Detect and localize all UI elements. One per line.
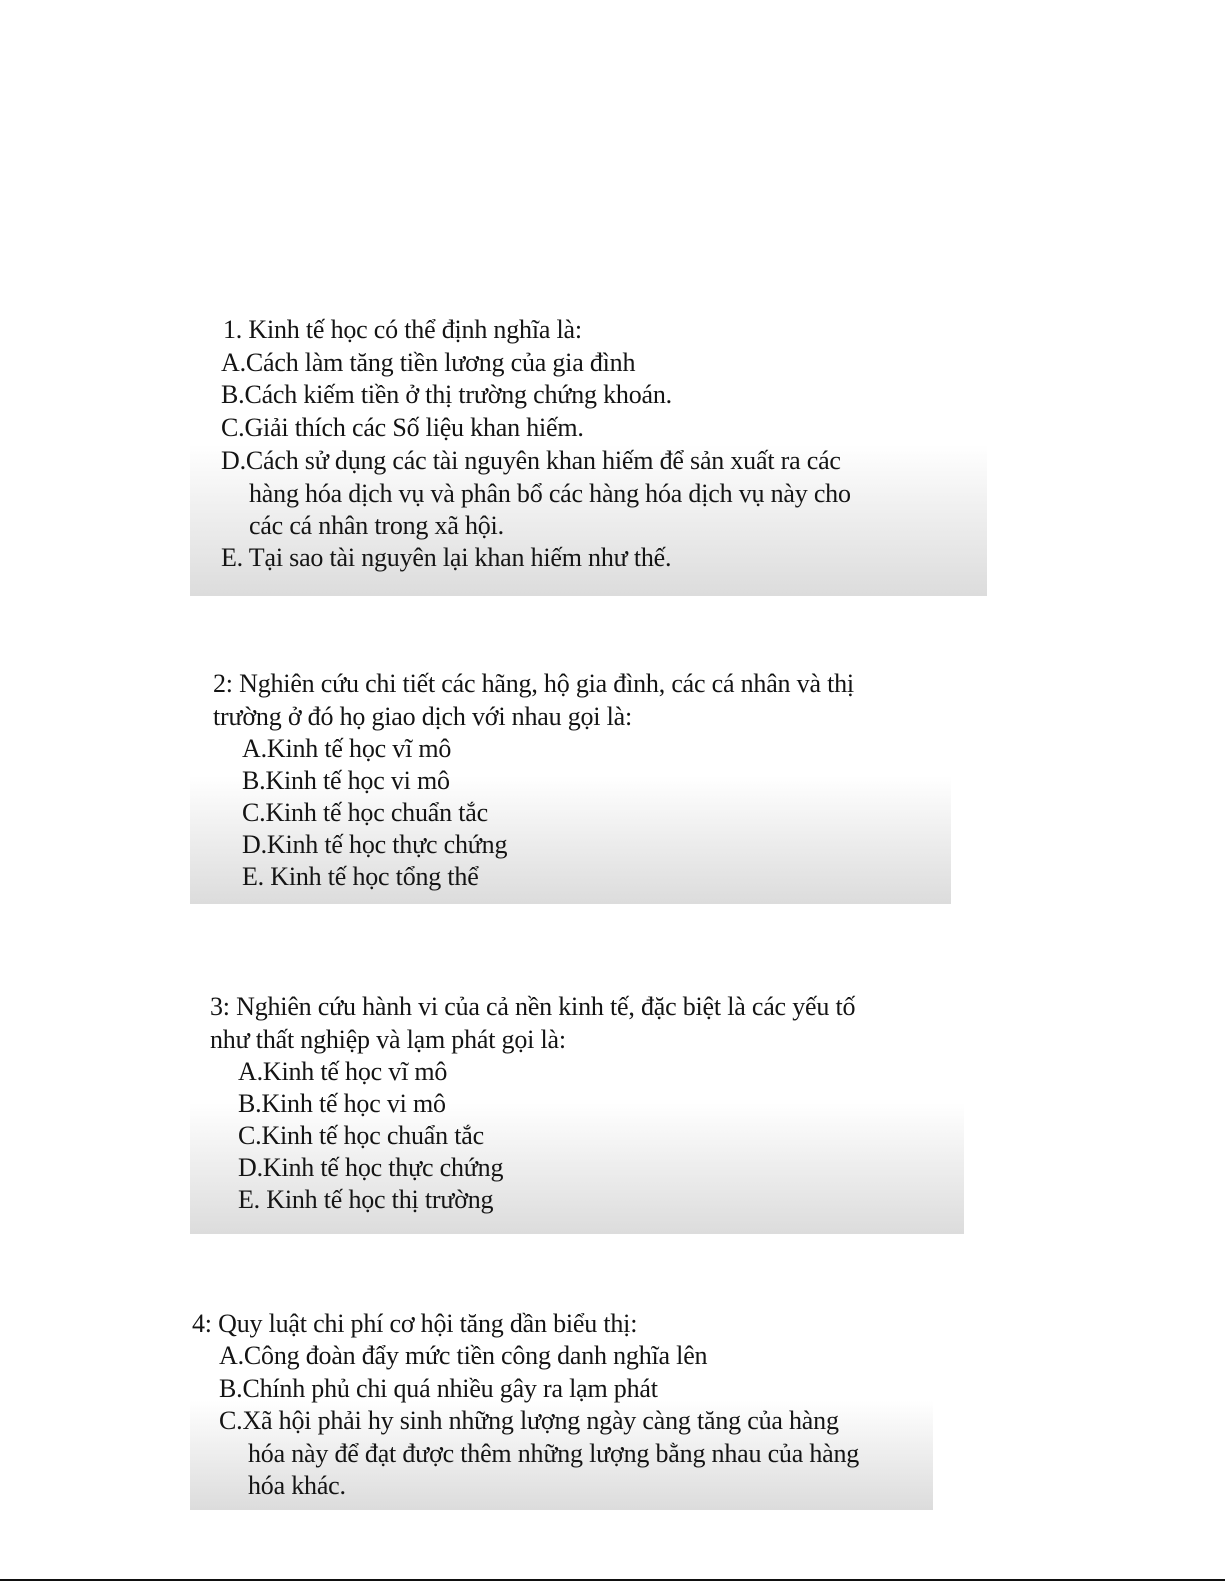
question-4-option-c: C.Xã hội phải hy sinh những lượng ngày càng tăng của hàng	[219, 1406, 839, 1435]
question-3-stem-line-1: 3: Nghiên cứu hành vi của cả nền kinh tế, đặc biệt là các yếu tố	[210, 992, 856, 1021]
question-1-option-e: E. Tại sao tài nguyên lại khan hiếm như thế.	[221, 543, 672, 572]
question-3-stem-line-2: như thất nghiệp và lạm phát gọi là:	[210, 1025, 566, 1054]
question-4-option-c-cont-2: hóa khác.	[248, 1471, 346, 1500]
question-4-stem: 4: Quy luật chi phí cơ hội tăng dần biểu thị:	[192, 1309, 638, 1338]
question-block-1	[190, 305, 987, 596]
question-2-stem-line-2: trường ở đó họ giao dịch với nhau gọi là:	[213, 702, 633, 731]
question-3-option-a: A.Kinh tế học vĩ mô	[238, 1057, 448, 1086]
question-3-option-c: C.Kinh tế học chuẩn tắc	[238, 1121, 484, 1150]
question-4-option-b: B.Chính phủ chi quá nhiều gây ra lạm phát	[219, 1374, 658, 1403]
question-1-option-d: D.Cách sử dụng các tài nguyên khan hiếm để sản xuất ra các	[221, 446, 841, 475]
question-2-option-b: B.Kinh tế học vi mô	[242, 766, 450, 795]
question-1-option-d-cont-2: các cá nhân trong xã hội.	[249, 511, 504, 540]
question-1-option-c: C.Giải thích các Số liệu khan hiếm.	[221, 413, 584, 442]
question-block-3	[190, 982, 964, 1234]
question-3-option-d: D.Kinh tế học thực chứng	[238, 1153, 504, 1182]
question-3-option-b: B.Kinh tế học vi mô	[238, 1089, 446, 1118]
question-4-option-a: A.Công đoàn đẩy mức tiền công danh nghĩa lên	[219, 1341, 708, 1370]
question-2-option-c: C.Kinh tế học chuẩn tắc	[242, 798, 488, 827]
question-2-stem-line-1: 2: Nghiên cứu chi tiết các hãng, hộ gia đình, các cá nhân và thị	[213, 669, 854, 698]
page-bottom-rule	[0, 1579, 1225, 1581]
question-2-option-d: D.Kinh tế học thực chứng	[242, 830, 508, 859]
question-block-2	[190, 658, 951, 904]
question-1-stem: 1. Kinh tế học có thể định nghĩa là:	[223, 315, 582, 344]
question-1-option-b: B.Cách kiếm tiền ở thị trường chứng khoán.	[221, 380, 672, 409]
question-4-option-c-cont-1: hóa này để đạt được thêm những lượng bằng nhau của hàng	[248, 1439, 860, 1468]
question-1-option-a: A.Cách làm tăng tiền lương của gia đình	[221, 348, 636, 377]
question-3-option-e: E. Kinh tế học thị trường	[238, 1185, 494, 1214]
question-1-option-d-cont-1: hàng hóa dịch vụ và phân bổ các hàng hóa dịch vụ này cho	[249, 479, 851, 508]
question-2-option-a: A.Kinh tế học vĩ mô	[242, 734, 452, 763]
question-2-option-e: E. Kinh tế học tổng thể	[242, 862, 479, 891]
question-block-4	[190, 1300, 933, 1510]
